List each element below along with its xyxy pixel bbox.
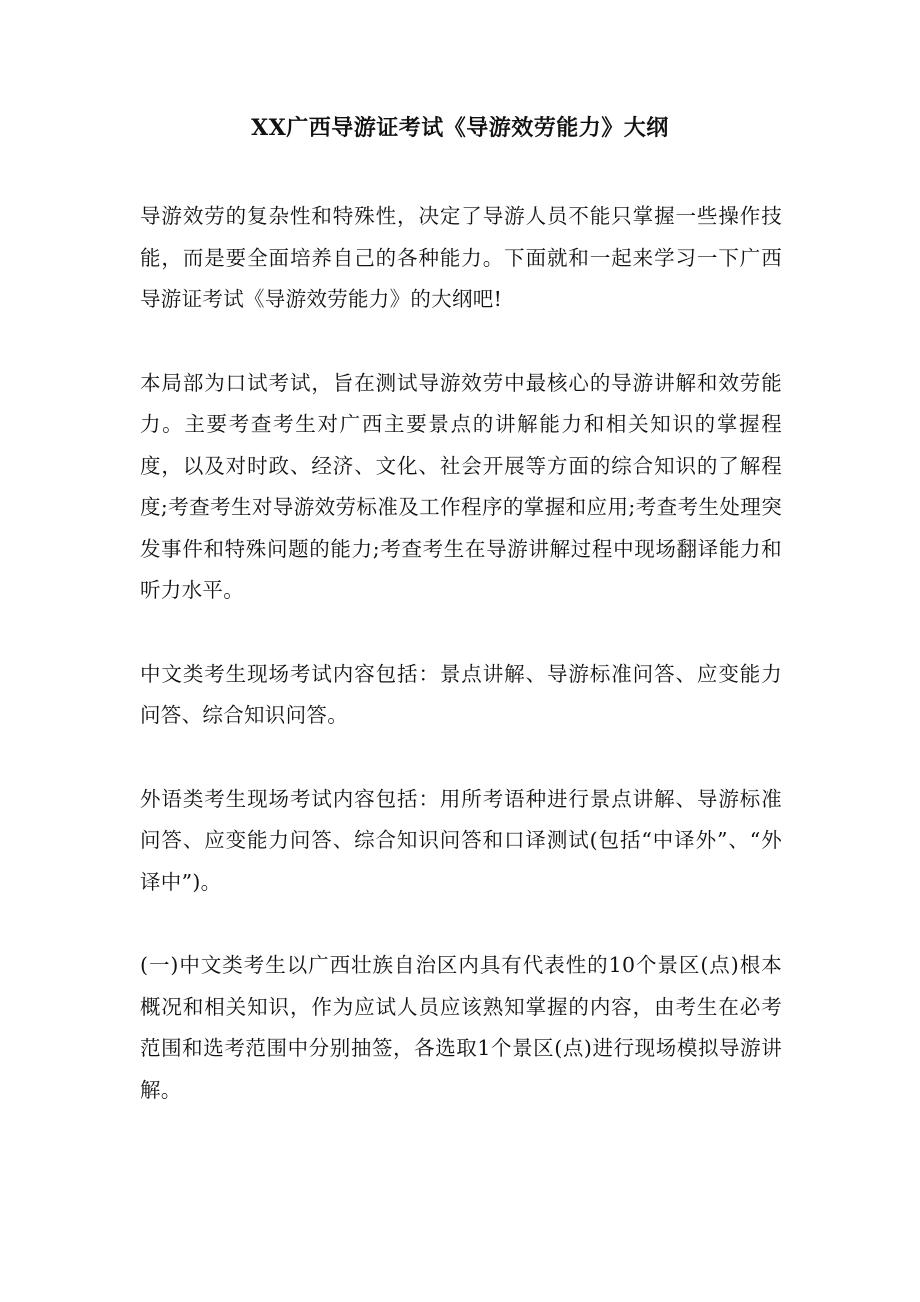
paragraph-chinese-candidates: 中文类考生现场考试内容包括：景点讲解、导游标准问答、应变能力问答、综合知识问答。: [140, 661, 782, 727]
document-body: [140, 196, 782, 1153]
paragraph-oral-exam: 本局部为口试考试，旨在测试导游效劳中最核心的导游讲解和效劳能力。主要考查考生对广西主要景点的讲解能力和相关知识的掌握程度，以及对时政、经济、文化、社会开展等方面的综合知识的了解程度;考查考生对导游效劳标准及工作程序的掌握和应用;考查考生处理突发事件和特殊问题的能力;考查考生在导游讲解过程中现场翻译能力和听力水平。: [140, 370, 782, 602]
paragraph-foreign-language-candidates: 外语类考生现场考试内容包括：用所考语种进行景点讲解、导游标准问答、应变能力问答、综合知识问答和口译测试(包括“中译外”、“外译中”)。: [140, 786, 782, 894]
paragraph-intro: 导游效劳的复杂性和特殊性，决定了导游人员不能只掌握一些操作技能，而是要全面培养自己的各种能力。下面就和一起来学习一下广西导游证考试《导游效劳能力》的大纲吧!: [140, 204, 782, 311]
paragraph-section-one: (一)中文类考生以广西壮族自治区内具有代表性的10个景区(点)根本概况和相关知识，作为应试人员应该熟知掌握的内容，由考生在必考范围和选考范围中分别抽签，各选取1个景区(点)进行现场模拟导游讲解。: [140, 953, 782, 1102]
document-title: XX广西导游证考试《导游效劳能力》大纲: [251, 115, 669, 141]
